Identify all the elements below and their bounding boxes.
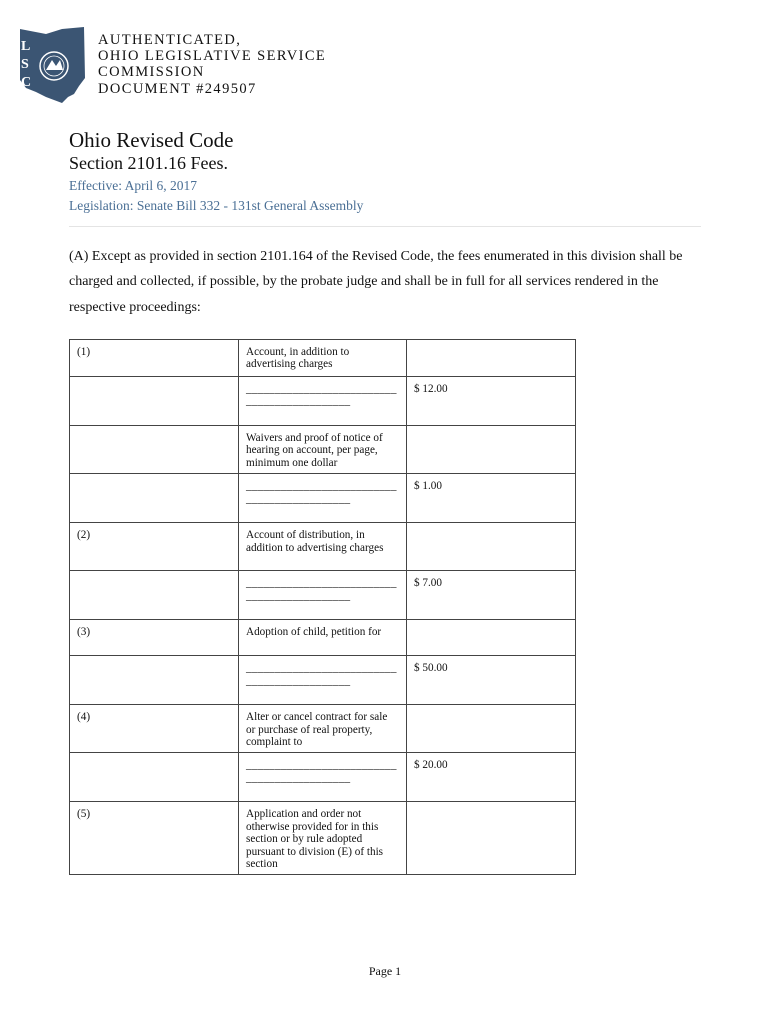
fee-table	[69, 339, 576, 875]
fee-description: Account, in addition to advertising charges	[239, 340, 407, 377]
fee-blank-line: ____________________________________________	[239, 571, 407, 620]
fee-amount: $ 12.00	[407, 377, 576, 426]
row-number	[70, 377, 239, 426]
row-number	[70, 656, 239, 705]
fee-amount	[407, 426, 576, 474]
fee-blank-line: ____________________________________________	[239, 753, 407, 802]
fee-amount	[407, 620, 576, 656]
seal-letter-c: C	[21, 75, 32, 90]
row-number: (1)	[70, 340, 239, 377]
table-row	[70, 802, 576, 875]
row-number	[70, 571, 239, 620]
effective-date: Effective: April 6, 2017	[69, 178, 197, 193]
code-title: Ohio Revised Code	[69, 128, 234, 152]
legislation-info: Legislation: Senate Bill 332 - 131st General Assembly	[69, 198, 364, 213]
fee-description: Application and order not otherwise provided for in this section or by rule adopted pursuant to division (E) of this section	[239, 802, 407, 875]
fee-amount	[407, 523, 576, 571]
auth-line-4: DOCUMENT #249507	[98, 80, 257, 97]
authentication-header	[16, 26, 336, 106]
page-number: Page 1	[368, 964, 402, 978]
fee-amount: $ 20.00	[407, 753, 576, 802]
authentication-text	[98, 32, 326, 97]
fee-amount	[407, 802, 576, 875]
ohio-seal-logo	[16, 26, 86, 104]
table-row	[70, 474, 576, 523]
divider	[69, 226, 701, 227]
fee-description: Alter or cancel contract for sale or purchase of real property, complaint to	[239, 705, 407, 753]
intro-paragraph: (A) Except as provided in section 2101.164 of the Revised Code, the fees enumerated in this division shall be charged and collected, if possible, by the probate judge and shall be in full for all services rendered in the respective proceedings:	[69, 249, 683, 315]
table-row	[70, 656, 576, 705]
row-number: (4)	[70, 705, 239, 753]
fee-amount: $ 7.00	[407, 571, 576, 620]
fee-blank-line: ____________________________________________	[239, 377, 407, 426]
row-number	[70, 474, 239, 523]
auth-line-2: OHIO LEGISLATIVE SERVICE	[98, 48, 327, 65]
auth-line-1: AUTHENTICATED,	[98, 32, 242, 48]
fee-amount: $ 1.00	[407, 474, 576, 523]
table-row	[70, 377, 576, 426]
fee-description: Waivers and proof of notice of hearing on account, per page, minimum one dollar	[239, 426, 407, 474]
auth-line-3: COMMISSION	[98, 64, 205, 81]
table-row	[70, 620, 576, 656]
row-number	[70, 753, 239, 802]
fee-amount	[407, 340, 576, 377]
seal-letter-l: L	[21, 39, 31, 54]
fee-blank-line: ____________________________________________	[239, 656, 407, 705]
seal-letter-s: S	[21, 57, 29, 72]
fee-description: Account of distribution, in addition to advertising charges	[239, 523, 407, 571]
fee-blank-line: ____________________________________________	[239, 474, 407, 523]
row-number: (3)	[70, 620, 239, 656]
fee-amount	[407, 705, 576, 753]
row-number	[70, 426, 239, 474]
table-row	[70, 753, 576, 802]
table-row	[70, 340, 576, 377]
table-row	[70, 571, 576, 620]
table-row	[70, 705, 576, 753]
table-row	[70, 523, 576, 571]
section-title: Section 2101.16 Fees.	[69, 153, 228, 173]
fee-description: Adoption of child, petition for	[239, 620, 407, 656]
table-row	[70, 426, 576, 474]
row-number: (2)	[70, 523, 239, 571]
fee-amount: $ 50.00	[407, 656, 576, 705]
row-number: (5)	[70, 802, 239, 875]
